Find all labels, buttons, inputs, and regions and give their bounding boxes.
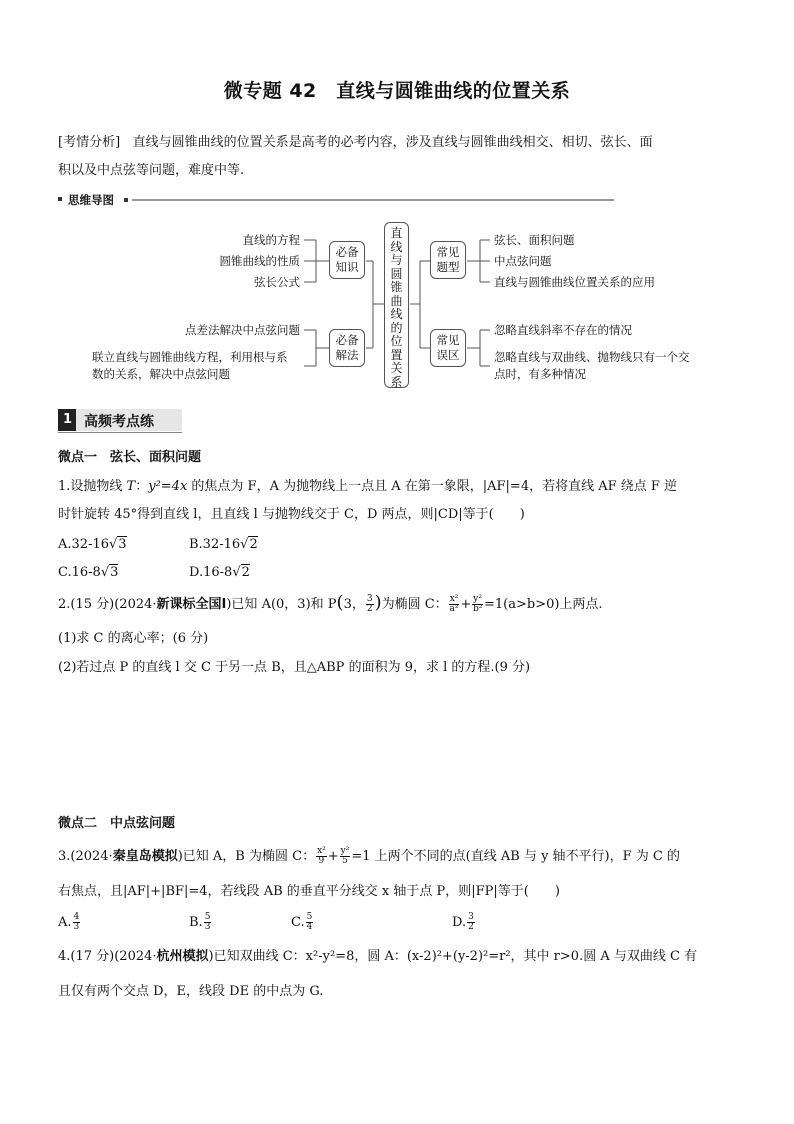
right-item-2: 中点弦问题: [494, 254, 552, 268]
mind-map: [0, 0, 794, 400]
q2-point-x: 3，: [343, 597, 365, 612]
q2-text: )已知 A(0，3)和 P: [226, 597, 337, 612]
box-text: 必备: [335, 245, 359, 259]
q2-sub-2: (2)若过点 P 的直线 l 交 C 于另一点 B，且△ABP 的面积为 9，求 l 的方程.(9 分): [58, 660, 531, 675]
option-frac: [204, 913, 212, 932]
q3-frac-y: [340, 847, 351, 866]
q1-option-c: C.16-8√3: [58, 565, 119, 580]
section-title: 高频考点练: [84, 414, 154, 430]
q4-text: 4.(17 分)(2024·: [58, 949, 157, 964]
q4-source: 杭州模拟: [156, 949, 209, 964]
frac-den: 9: [318, 856, 325, 866]
q3-option-a: [58, 911, 81, 935]
frac-num: y²: [473, 594, 482, 604]
q3-source: 秦皇岛模拟: [112, 849, 178, 864]
q1-line-2: 时针旋转 45°得到直线 l，且直线 l 与抛物线交于 C，D 两点，则|CD|等于( ): [58, 507, 525, 522]
frac-den: b²: [472, 604, 483, 614]
frac-num: 5: [204, 912, 211, 922]
q3-option-c: [291, 911, 314, 935]
q2-source: 新课标全国Ⅰ: [156, 597, 227, 612]
box-common-mistakes: [430, 329, 466, 367]
q3-line-1: 3.(2024·秦皇岛模拟)已知 A，B 为椭圆 C： $\frac{\text{x²}}{9}$ + $\frac{\text{y²}}{5}$ =1 上两个不同的点(直线 AB 与 y 轴不平行)，F 为 C 的: [58, 846, 680, 866]
box-common-types: [430, 241, 466, 279]
analysis-line-2: 积以及中点弦等问题，难度中等.: [58, 163, 245, 178]
box-essential-knowledge: [329, 241, 365, 279]
right-item-3: 直线与圆锥曲线位置关系的应用: [494, 275, 655, 289]
q2-point-y: [366, 595, 374, 614]
frac-num: 4: [73, 912, 80, 922]
analysis-text-1: 直线与圆锥曲线的位置关系是高考的必考内容，涉及直线与圆锥曲线相交、相切、弦长、面: [132, 135, 653, 150]
frac-den: 2: [366, 604, 373, 614]
q2-frac-x: [449, 595, 460, 614]
q4-line-1: [58, 945, 697, 969]
q2-frac-y: [472, 595, 483, 614]
box-text: 知识: [335, 260, 359, 274]
point2-heading: 微点二 中点弦问题: [58, 816, 176, 831]
q1-text: 1.设抛物线: [58, 479, 127, 494]
q2-text: 为椭圆 C：: [381, 597, 448, 612]
right-item-5: 忽略直线与双曲线、抛物线只有一个交: [494, 350, 690, 364]
box-text: 必备: [335, 333, 359, 347]
option-text: B.32-16: [189, 537, 241, 552]
q3-line-2: 右焦点，且|AF|+|BF|=4，若线段 AB 的垂直平分线交 x 轴于点 P，则|FP|等于( ): [58, 884, 560, 899]
mindmap-header-label: 思维导图: [68, 193, 114, 207]
option-radicand: 2: [249, 537, 258, 552]
point1-heading: 微点一 弦长、面积问题: [58, 450, 202, 465]
option-frac: [73, 913, 81, 932]
frac-den: 5: [342, 856, 348, 866]
option-text: C.16-8: [58, 565, 101, 580]
q3-option-b: [189, 911, 212, 935]
q1-option-d: D.16-8√2: [189, 565, 250, 580]
mindmap-center-topic: 直线与圆锥曲线的位置关系: [384, 222, 409, 388]
q1-option-b: B.32-16√2: [189, 537, 258, 552]
frac-den: 3: [73, 922, 80, 932]
box-essential-methods: [329, 329, 365, 367]
box-text: 误区: [436, 348, 460, 362]
q1-text: ：: [135, 479, 149, 494]
left-item-2: 圆锥曲线的性质: [219, 254, 300, 268]
left-item-3: 弦长公式: [254, 275, 300, 289]
frac-den: 4: [306, 922, 313, 932]
option-text: D.16-8: [189, 565, 233, 580]
right-item-1: 弦长、面积问题: [494, 233, 575, 247]
option-radicand: 2: [241, 565, 250, 580]
option-frac: [306, 913, 314, 932]
option-radicand: 3: [118, 537, 127, 552]
left-item-1: 直线的方程: [242, 233, 300, 247]
option-label: B.: [189, 915, 203, 930]
q1-text: 的焦点为 F，A 为抛物线上一点且 A 在第一象限，|AF|=4，若将直线 AF 绕点 F 逆: [187, 479, 678, 494]
q2-sub-1: (1)求 C 的离心率；(6 分): [58, 631, 209, 646]
right-item-4: 忽略直线斜率不存在的情况: [494, 323, 632, 337]
q2-text: 2.(15 分)(2024·: [58, 597, 157, 612]
frac-num: x²: [317, 846, 326, 856]
q3-frac-x: [316, 847, 327, 866]
option-label: C.: [291, 915, 305, 930]
q3-option-d: [452, 911, 476, 935]
box-text: 常见: [436, 245, 460, 259]
section-number: 1: [63, 412, 73, 427]
left-item-5: 联立直线与圆锥曲线方程，利用根与系: [92, 350, 288, 364]
frac-num: 3: [468, 912, 474, 922]
q3-text: )已知 A，B 为椭圆 C：: [177, 849, 316, 864]
left-item-6: 数的关系，解决中点弦问题: [92, 367, 230, 381]
q1-var: T: [126, 479, 136, 494]
frac-num: x²: [449, 594, 459, 604]
option-label: A.: [58, 915, 72, 930]
option-label: D.: [452, 915, 467, 930]
frac-den: a²: [449, 604, 459, 614]
analysis-label: [考情分析]: [58, 135, 121, 150]
option-radicand: 3: [110, 565, 119, 580]
frac-den: 3: [204, 922, 211, 932]
q1-line-1: [58, 475, 677, 499]
frac-num: 3: [366, 594, 373, 604]
q4-line-2: 且仅有两个交点 D，E，线段 DE 的中点为 G.: [58, 984, 324, 999]
left-item-4: 点差法解决中点弦问题: [185, 323, 300, 337]
page-title: 微专题 42 直线与圆锥曲线的位置关系: [223, 80, 571, 102]
section-underline: [58, 432, 182, 433]
box-text: 解法: [335, 348, 359, 362]
option-frac: [467, 913, 475, 932]
right-item-6: 点时，有多种情况: [494, 367, 586, 381]
q3-text: 3.(2024·: [58, 849, 113, 864]
box-text: 常见: [436, 333, 460, 347]
q2-text: =1(a>b>0)上两点.: [484, 597, 603, 612]
box-text: 题型: [436, 260, 460, 274]
q4-text: )已知双曲线 C：x²-y²=8，圆 A：(x-2)²+(y-2)²=r²，其中 r>0.圆 A 与双曲线 C 有: [208, 949, 698, 964]
q3-text: =1 上两个不同的点(直线 AB 与 y 轴不平行)，F 为 C 的: [351, 849, 680, 864]
q2-line-1: 2.(15 分)(2024·新课标全国Ⅰ)已知 A(0，3)和 P(3， $\frac{3}{2}$ )为椭圆 C： $\frac{\text{x²}}{\text{a²}}$ + $\frac{\text{y²}}{\text{b²}}$ =1(a>b>0)上两点.: [58, 592, 603, 614]
option-text: A.32-16: [58, 537, 109, 552]
frac-num: 5: [306, 912, 313, 922]
frac-num: y²: [340, 846, 350, 856]
q1-option-a: A.32-16√3: [58, 537, 127, 552]
section-number-box: [58, 409, 76, 431]
q1-eq: y²=4x: [148, 479, 188, 494]
frac-den: 2: [468, 922, 474, 932]
